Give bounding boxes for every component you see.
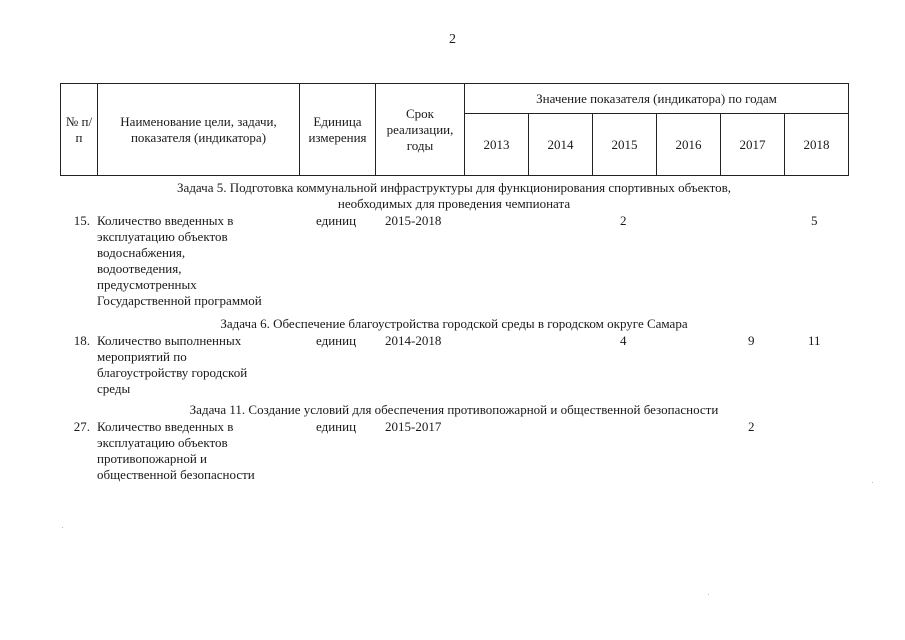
task-heading: Задача 6. Обеспечение благоустройства городской среды в городском округе Самара [220,316,688,331]
value-2017: 9 [748,333,755,348]
row-number: 15. [73,213,90,228]
value-2018: 5 [811,213,818,228]
period-cell: 2015-2017 [385,419,442,434]
header-year: 2017 [721,114,785,176]
indicator-table-header [60,83,849,176]
task-heading: Задача 11. Создание условий для обеспечения противопожарной и общественной безопасности [189,402,719,417]
header-unit: Единица измерения [300,84,376,176]
row-number: 27. [73,419,90,434]
header-num: № п/п [61,84,98,176]
header-year: 2015 [593,114,657,176]
period-cell: 2015-2018 [385,213,442,228]
period-cell: 2014-2018 [385,333,442,348]
value-2015: 4 [620,333,627,348]
unit-cell: единиц [316,333,357,348]
header-period: Срок реализации, годы [376,84,465,176]
value-2015: 2 [620,213,627,228]
unit-cell: единиц [316,213,357,228]
scan-speck [872,482,873,483]
header-name: Наименование цели, задачи, показателя (индикатора) [98,84,300,176]
header-year: 2016 [657,114,721,176]
scan-speck [708,594,709,595]
task-heading-continued: необходимых для проведения чемпионата [337,196,571,211]
row-number: 18. [73,333,90,348]
indicator-name: Количество введенных в эксплуатацию объектов водоснабжения, водоотведения, предусмотренных Государственной программой [97,213,262,308]
header-year: 2018 [785,114,849,176]
header-year: 2014 [529,114,593,176]
header-values: Значение показателя (индикатора) по годам [465,84,849,114]
unit-cell: единиц [316,419,357,434]
value-2017: 2 [748,419,755,434]
value-2018: 11 [808,333,821,348]
scan-speck [62,527,63,528]
page-number: 2 [449,32,456,47]
task-heading: Задача 5. Подготовка коммунальной инфраструктуры для функционирования спортивных объектов, [177,180,731,195]
header-year: 2013 [465,114,529,176]
indicator-name: Количество введенных в эксплуатацию объектов противопожарной и общественной безопасности [97,419,255,482]
indicator-name: Количество выполненных мероприятий по благоустройству городской среды [97,333,248,396]
